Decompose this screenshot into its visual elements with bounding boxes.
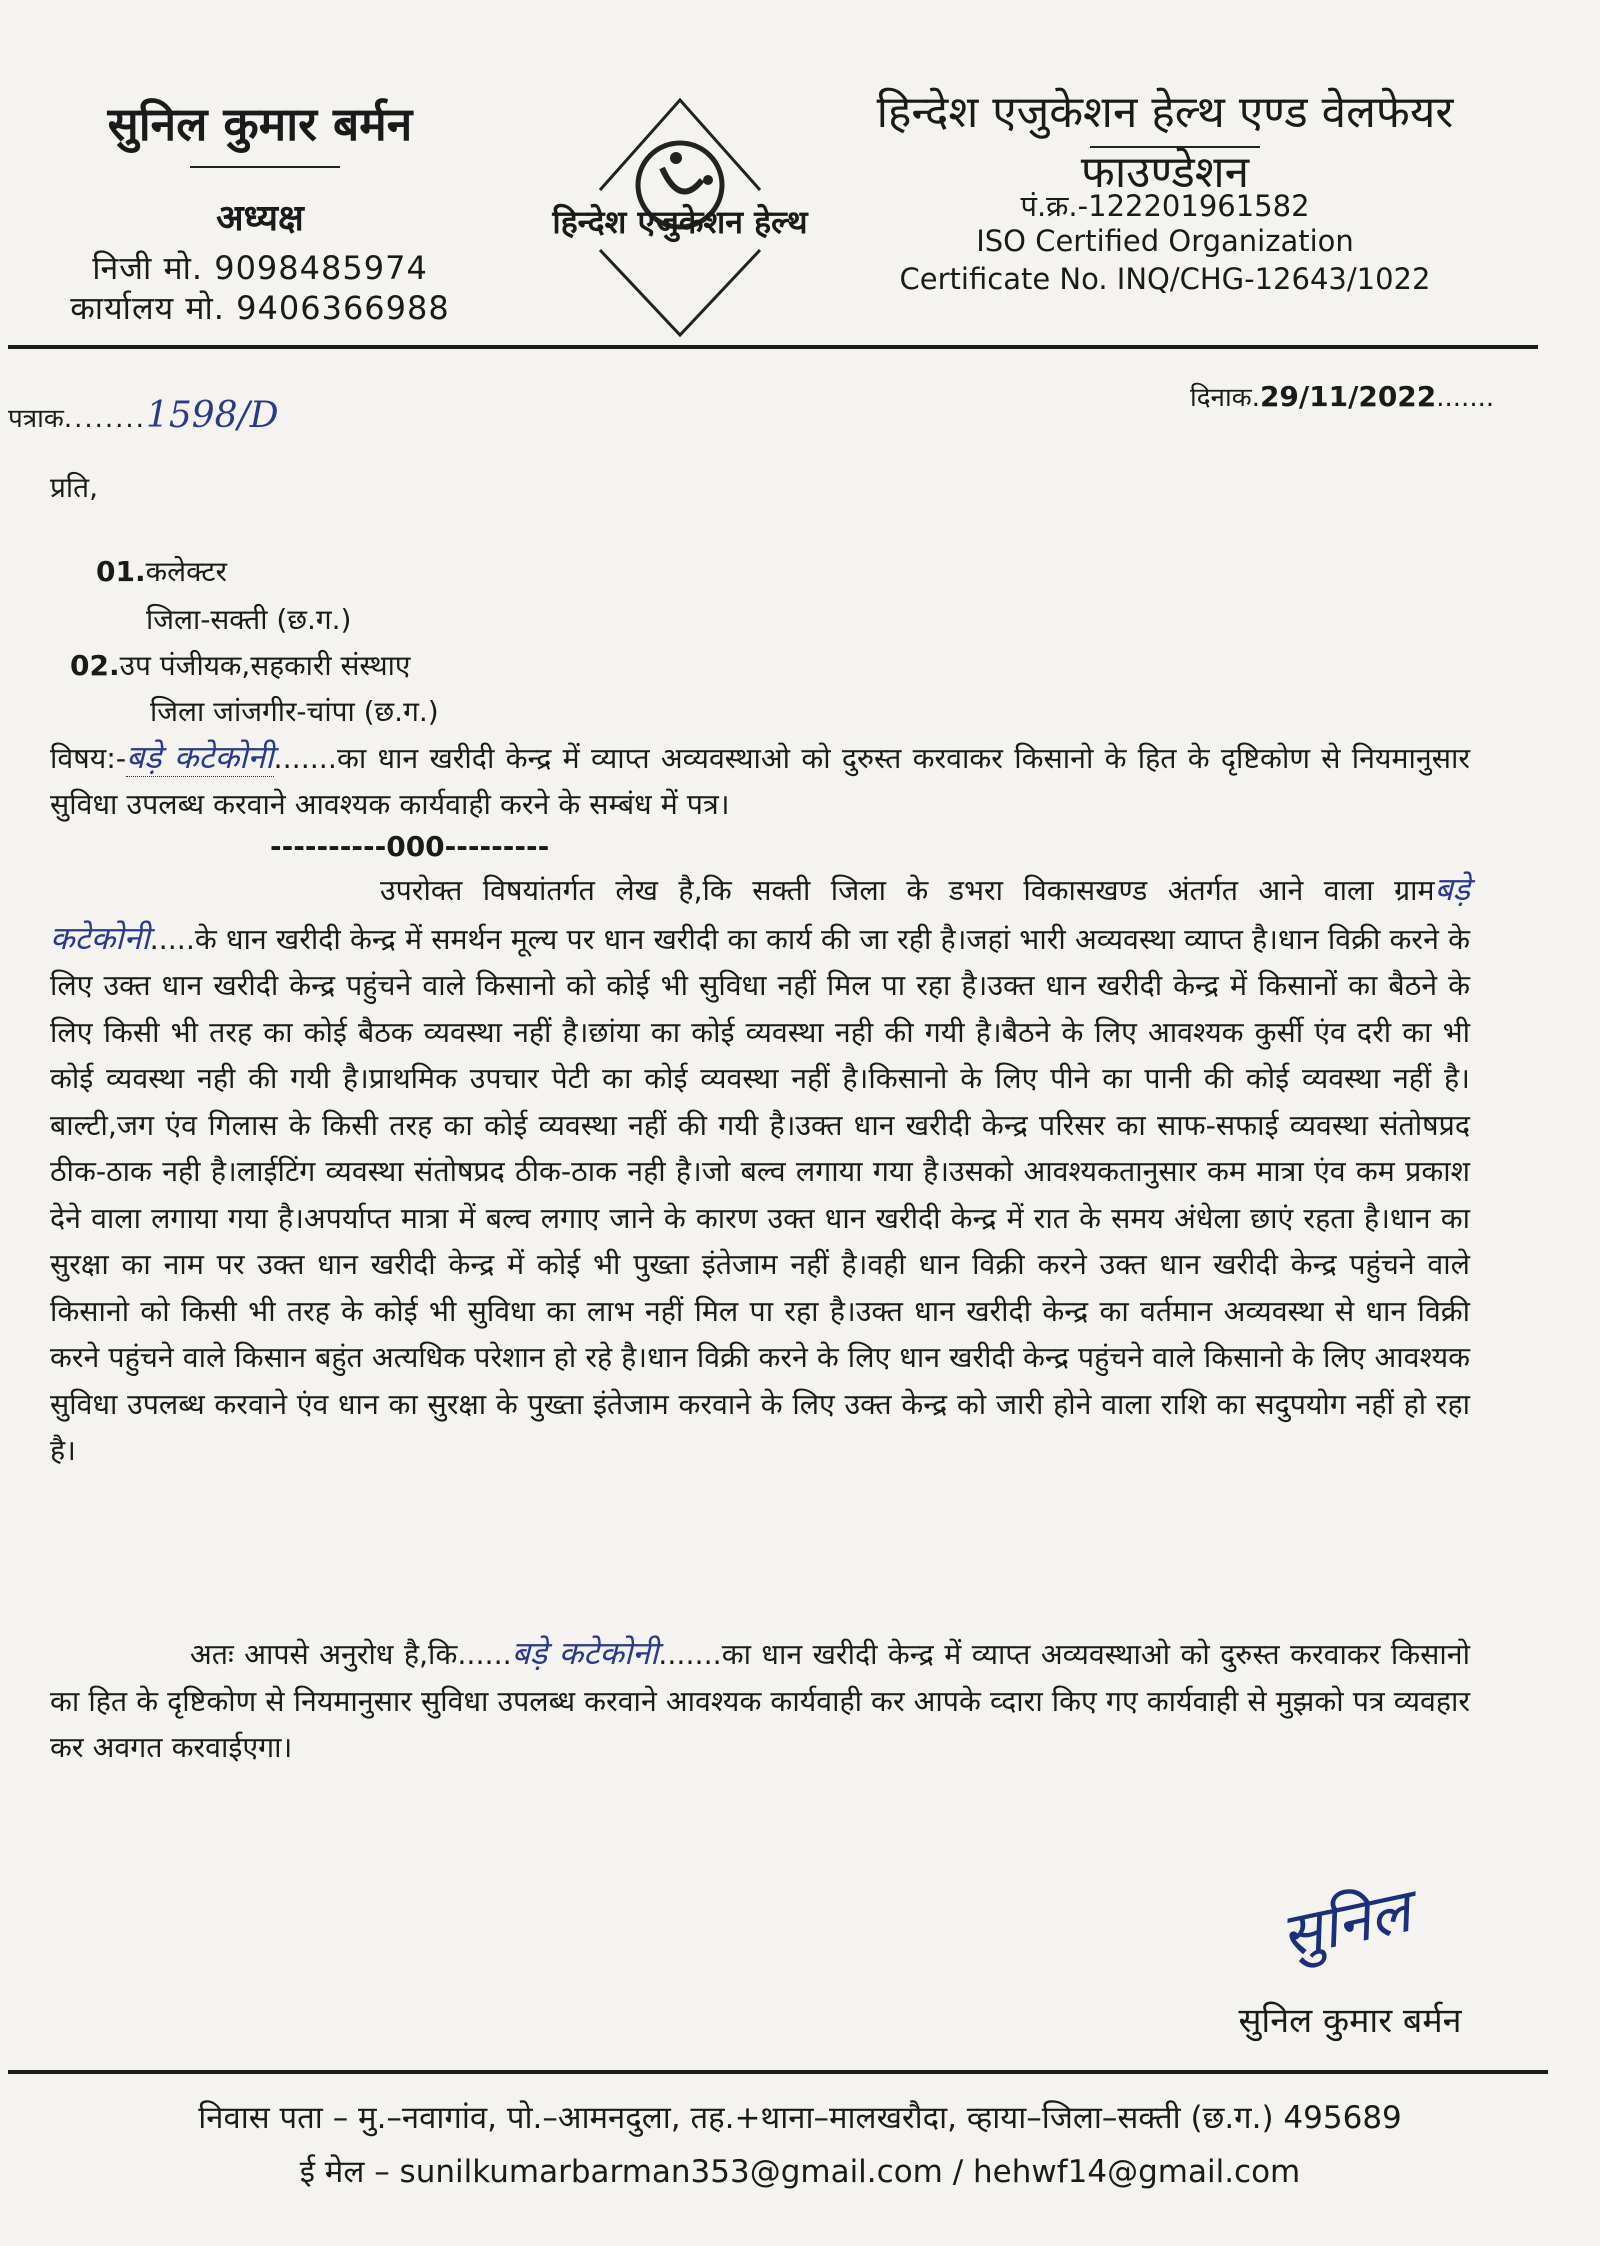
para2-rest: का धान खरीदी केन्द्र में व्याप्त अव्यवस्थाओ को दुरुस्त करवाकर किसानो का हित के दृष्टिकोण से नियमानुसार सुविधा उपलब्ध करवाने आवश्यक कार्यवाही कर आपके व्दारा किए गए कार्यवाही से मुझको पत्र व्यवहार कर अवगत करवाईएगा। bbox=[50, 1638, 1471, 1764]
residential-address: निवास पता – मु.–नवागांव, पो.–आमनदुला, तह.+थाना–मालखरौदा, व्हाया–जिला–सक्ती (छ.ग.) 495689 bbox=[198, 2100, 1402, 2136]
body-paragraph-2: अतः आपसे अनुरोध है,कि......बड़े कटेकोनी.......का धान खरीदी केन्द्र में व्याप्त अव्यवस्थाओ को दुरुस्त करवाकर किसानो का हित के दृष्टिकोण से नियमानुसार सुविधा उपलब्ध करवाने आवश्यक कार्यवाही कर आपके व्दारा किए गए कार्यवाही से मुझको पत्र व्यवहार कर अवगत करवाईएगा। bbox=[50, 1634, 1471, 1764]
reference-line: पत्राक........1598/D bbox=[8, 395, 279, 436]
body-paragraph-1: उपरोक्त विषयांतर्गत लेख है,कि सक्ती जिला के डभरा विकासखण्ड अंतर्गत आने वाला ग्रामबड़े कटेकोनी.....के धान खरीदी केन्द्र में समर्थन मूल्य पर धान खरीदी का कार्य की जा रही है।जहां भारी अव्यवस्था व्याप्त है।धान विक्री करने के लिए उक्त धान खरीदी केन्द्र पहुंचने वाले किसानो को कोई भी सुविधा नहीं मिल पा रहा है।उक्त धान खरीदी केन्द्र में किसानों का बैठने के लिए किसी भी तरह का कोई बैठक व्यवस्था नहीं है।छांया का कोई व्यवस्था नही की गयी है।बैठने के लिए आवश्यक कुर्सी एंव दरी का भी कोई व्यवस्था नही की गयी है।प्राथमिक उपचार पेटी का कोई व्यवस्था नहीं है।किसानो के लिए पीने का पानी की कोई व्यवस्था नहीं है।बाल्टी,जग एंव गिलास के किसी तरह का कोई व्यवस्था नहीं की गयी है।उक्त धान खरीदी केन्द्र परिसर का साफ-सफाई व्यवस्था संतोषप्रद ठीक-ठाक नही है।लाईटिंग व्यवस्था संतोषप्रद ठीक-ठाक नही है।जो बल्व लगाया गया है।उसको आवश्यकतानुसार कम मात्रा एंव कम प्रकाश देने वाला लगाया गया है।अपर्याप्त मात्रा में बल्व लगाए जाने के कारण उक्त धान खरीदी केन्द्र में रात के समय अंधेला छाएं रहता है।धान का सुरक्षा का नाम पर उक्त धान खरीदी केन्द्र में कोई भी पुख्ता इंतेजाम नहीं है।वही धान विक्री करने उक्त धान खरीदी केन्द्र पहुंचने वाले किसानो को किसी भी तरह के कोई भी सुविधा का लाभ नहीं मिल पा रहा है।उक्त धान खरीदी केन्द्र का वर्तमान अव्यवस्था से धान विक्री करने पहुंचने वाले किसान बहुंत अत्यधिक परेशान हो रहे है।धान विक्री करने के लिए धान खरीदी केन्द्र पहुंचने वाले किसानो के लिए आवश्यक सुविधा उपलब्ध करवाने एंव धान का सुरक्षा के पुख्ता इंतेजाम करवाने के लिए उक्त केन्द्र को जारी होने वाला राशि का सदुपयोग नहीं हो रहा है। bbox=[50, 870, 1470, 1467]
recipient-1-title: कलेक्टर bbox=[145, 555, 227, 588]
recipient-2 bbox=[70, 646, 410, 684]
reference-number: 1598/D bbox=[145, 395, 279, 436]
date-label: दिनाक bbox=[1190, 383, 1252, 413]
subject-text: का धान खरीदी केन्द्र में व्याप्त अव्यवस्थाओ को दुरुस्त करवाकर किसानो के हित के दृष्टिकोण से नियमानुसार सुविधा उपलब्ध करवाने आवश्यक कार्यवाही करने के सम्बंध में पत्र। bbox=[50, 742, 1470, 821]
subject-label: विषय:- bbox=[50, 742, 127, 775]
organization-logo bbox=[560, 40, 800, 340]
certificate-number: Certificate No. INQ/CHG-12643/1022 bbox=[899, 262, 1431, 296]
ornament-divider bbox=[190, 166, 340, 178]
signatory-name: सुनिल कुमार बर्मन bbox=[1238, 2001, 1462, 2041]
footer-rule bbox=[8, 2070, 1548, 2074]
salutation: प्रति, bbox=[50, 471, 99, 504]
para2-start: अतः आपसे अनुरोध है,कि bbox=[190, 1638, 458, 1671]
personal-mobile: निजी मो. 9098485974 bbox=[92, 249, 428, 287]
organization-name: हिन्देश एजुकेशन हेल्थ एण्ड वेलफेयर फाउण्डेशन bbox=[876, 87, 1454, 198]
signature: सुनिल bbox=[1274, 1876, 1417, 1972]
village-name: बड़े कटेकोनी bbox=[511, 1634, 659, 1672]
village-name: बड़े कटेकोनी bbox=[126, 738, 274, 776]
village-name: बड़े कटेकोनी bbox=[50, 870, 1470, 957]
header-rule bbox=[8, 345, 1538, 349]
reference-label: पत्राक bbox=[8, 404, 64, 434]
date-line: दिनाक.29/11/2022....... bbox=[1190, 380, 1495, 413]
divider: ----------000--------- bbox=[270, 830, 550, 863]
recipient-2-number: 02. bbox=[70, 649, 120, 682]
registration-number: पं.क्र.-122201961582 bbox=[1020, 189, 1310, 223]
ornament-divider bbox=[1090, 146, 1260, 158]
iso-certification: ISO Certified Organization bbox=[976, 224, 1354, 258]
president-role: अध्यक्ष bbox=[216, 198, 304, 239]
email-addresses: ई मेल – sunilkumarbarman353@gmail.com / hehwf14@gmail.com bbox=[299, 2154, 1301, 2190]
office-mobile: कार्यालय मो. 9406366988 bbox=[70, 289, 450, 327]
recipient-1-number: 01. bbox=[96, 555, 146, 588]
para1-start: उपरोक्त विषयांतर्गत लेख है,कि सक्ती जिला के डभरा विकासखण्ड अंतर्गत आने वाला ग्राम bbox=[380, 874, 1435, 907]
recipient-1-address: जिला-सक्ती (छ.ग.) bbox=[146, 603, 352, 636]
subject: विषय:-बड़े कटेकोनी.......का धान खरीदी केन्द्र में व्याप्त अव्यवस्थाओ को दुरुस्त करवाकर किसानो के हित के दृष्टिकोण से नियमानुसार सुविधा उपलब्ध करवाने आवश्यक कार्यवाही करने के सम्बंध में पत्र। bbox=[50, 738, 1470, 821]
recipient-1 bbox=[96, 552, 227, 590]
president-name: सुनिल कुमार बर्मन bbox=[107, 97, 413, 151]
logo-caption: हिन्देश एजुकेशन हेल्थ bbox=[552, 203, 808, 241]
recipient-2-title: उप पंजीयक,सहकारी संस्थाए bbox=[119, 649, 411, 682]
recipient-2-address: जिला जांजगीर-चांपा (छ.ग.) bbox=[150, 695, 439, 728]
letter-date: 29/11/2022 bbox=[1259, 380, 1437, 413]
para1-rest: के धान खरीदी केन्द्र में समर्थन मूल्य पर धान खरीदी का कार्य की जा रही है।जहां भारी अव्यवस्था व्याप्त है।धान विक्री करने के लिए उक्त धान खरीदी केन्द्र पहुंचने वाले किसानो को कोई भी सुविधा नहीं मिल पा रहा है।उक्त धान खरीदी केन्द्र में किसानों का बैठने के लिए किसी भी तरह का कोई बैठक व्यवस्था नहीं है।छांया का कोई व्यवस्था नही की गयी है।बैठने के लिए आवश्यक कुर्सी एंव दरी का भी कोई व्यवस्था नही की गयी है।प्राथमिक उपचार पेटी का कोई व्यवस्था नहीं है।किसानो के लिए पीने का पानी की कोई व्यवस्था नहीं है।बाल्टी,जग एंव गिलास के किसी तरह का कोई व्यवस्था नहीं की गयी है।उक्त धान खरीदी केन्द्र परिसर का साफ-सफाई व्यवस्था संतोषप्रद ठीक-ठाक नही है।लाईटिंग व्यवस्था संतोषप्रद ठीक-ठाक नही है।जो बल्व लगाया गया है।उसको आवश्यकतानुसार कम मात्रा एंव कम प्रकाश देने वाला लगाया गया है।अपर्याप्त मात्रा में बल्व लगाए जाने के कारण उक्त धान खरीदी केन्द्र में रात के समय अंधेला छाएं रहता है।धान का सुरक्षा का नाम पर उक्त धान खरीदी केन्द्र में कोई भी पुख्ता इंतेजाम नहीं है।वही धान विक्री करने उक्त धान खरीदी केन्द्र पहुंचने वाले किसानो को किसी भी तरह के कोई भी सुविधा का लाभ नहीं मिल पा रहा है।उक्त धान खरीदी केन्द्र का वर्तमान अव्यवस्था से धान विक्री करने पहुंचने वाले किसान बहुंत अत्यधिक परेशान हो रहे है।धान विक्री करने के लिए धान खरीदी केन्द्र पहुंचने वाले किसानो के लिए आवश्यक सुविधा उपलब्ध करवाने एंव धान का सुरक्षा के पुख्ता इंतेजाम करवाने के लिए उक्त केन्द्र को जारी होने वाला राशि का सदुपयोग नहीं हो रहा है। bbox=[50, 922, 1470, 1467]
